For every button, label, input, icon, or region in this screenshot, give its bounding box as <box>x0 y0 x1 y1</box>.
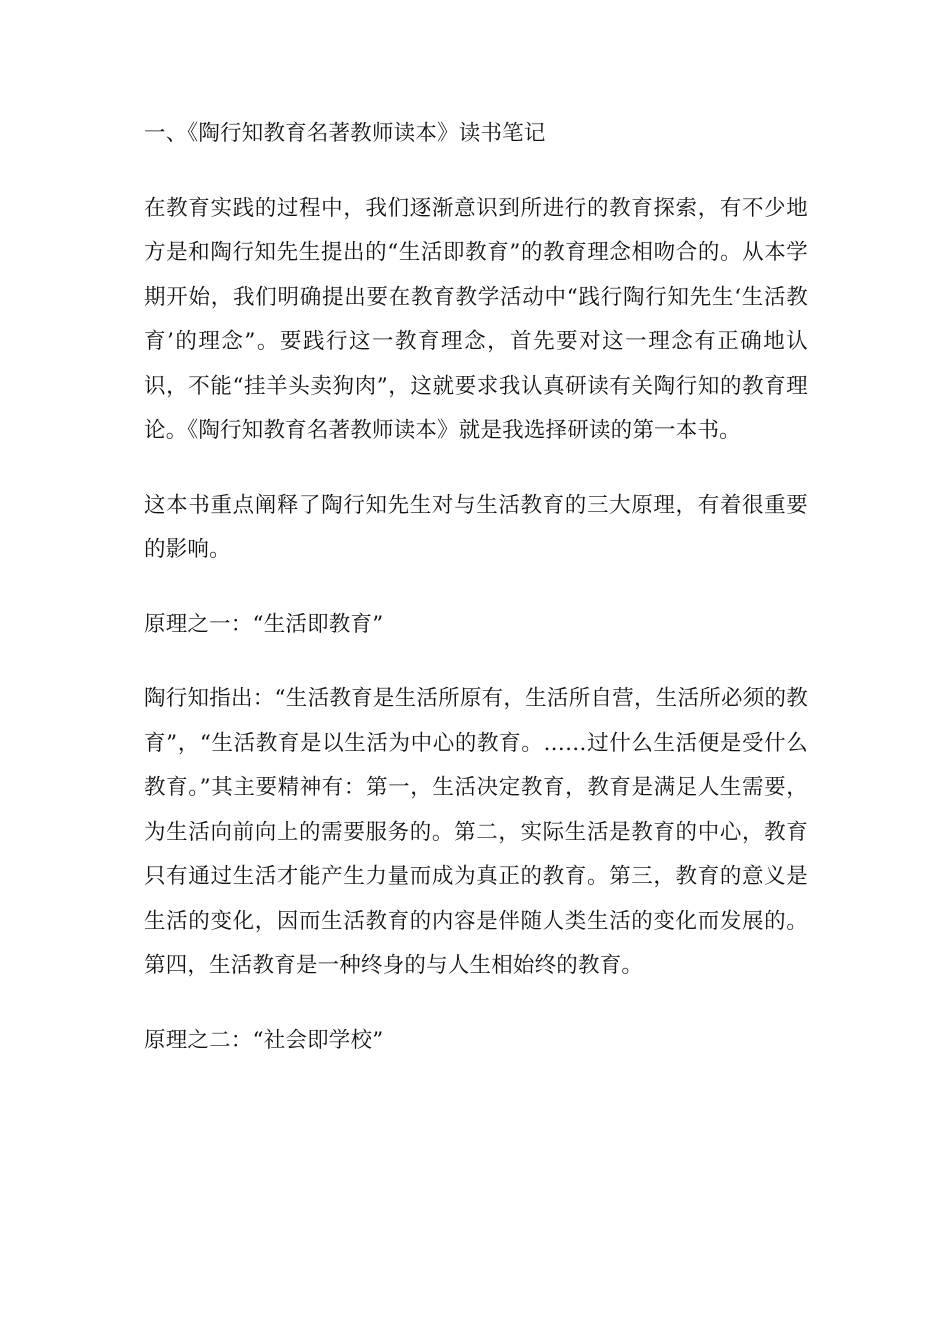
principle-two-heading: 原理之二：“社会即学校” <box>144 1027 384 1053</box>
paragraph-summary: 这本书重点阐释了陶行知先生对与生活教育的三大原理，有着很重要的影响。 <box>144 492 808 562</box>
section-heading: 一、《陶行知教育名著教师读本》读书笔记 <box>144 121 546 146</box>
paragraph-principle-one: 陶行知指出：“生活教育是生活所原有，生活所自营，生活所必须的教育”，“生活教育是以生活为中心的教育。……过什么生活便是受什么教育。”其主要精神有：第一，生活决定教育，教育是满足人生需要，为生活向前向上的需要服务的。第二，实际生活是教育的中心，教育只有通过生活才能产生力量而成为真正的教育。第三，教育的意义是生活的变化，因而生活教育的内容是伴随人类生活的变化而发展的。第四，生活教育是一种终身的与人生相始终的教育。 <box>144 686 808 978</box>
principle-one-heading: 原理之一：“生活即教育” <box>144 611 384 637</box>
paragraph-intro: 在教育实践的过程中，我们逐渐意识到所进行的教育探索，有不少地方是和陶行知先生提出的“生活即教育”的教育理念相吻合的。从本学期开始，我们明确提出要在教育教学活动中“践行陶行知先生‘生活教育’的理念”。要践行这一教育理念，首先要对这一理念有正确地认识，不能“挂羊头卖狗肉”，这就要求我认真研读有关陶行知的教育理论。《陶行知教育名著教师读本》就是我选择研读的第一本书。 <box>144 195 808 443</box>
